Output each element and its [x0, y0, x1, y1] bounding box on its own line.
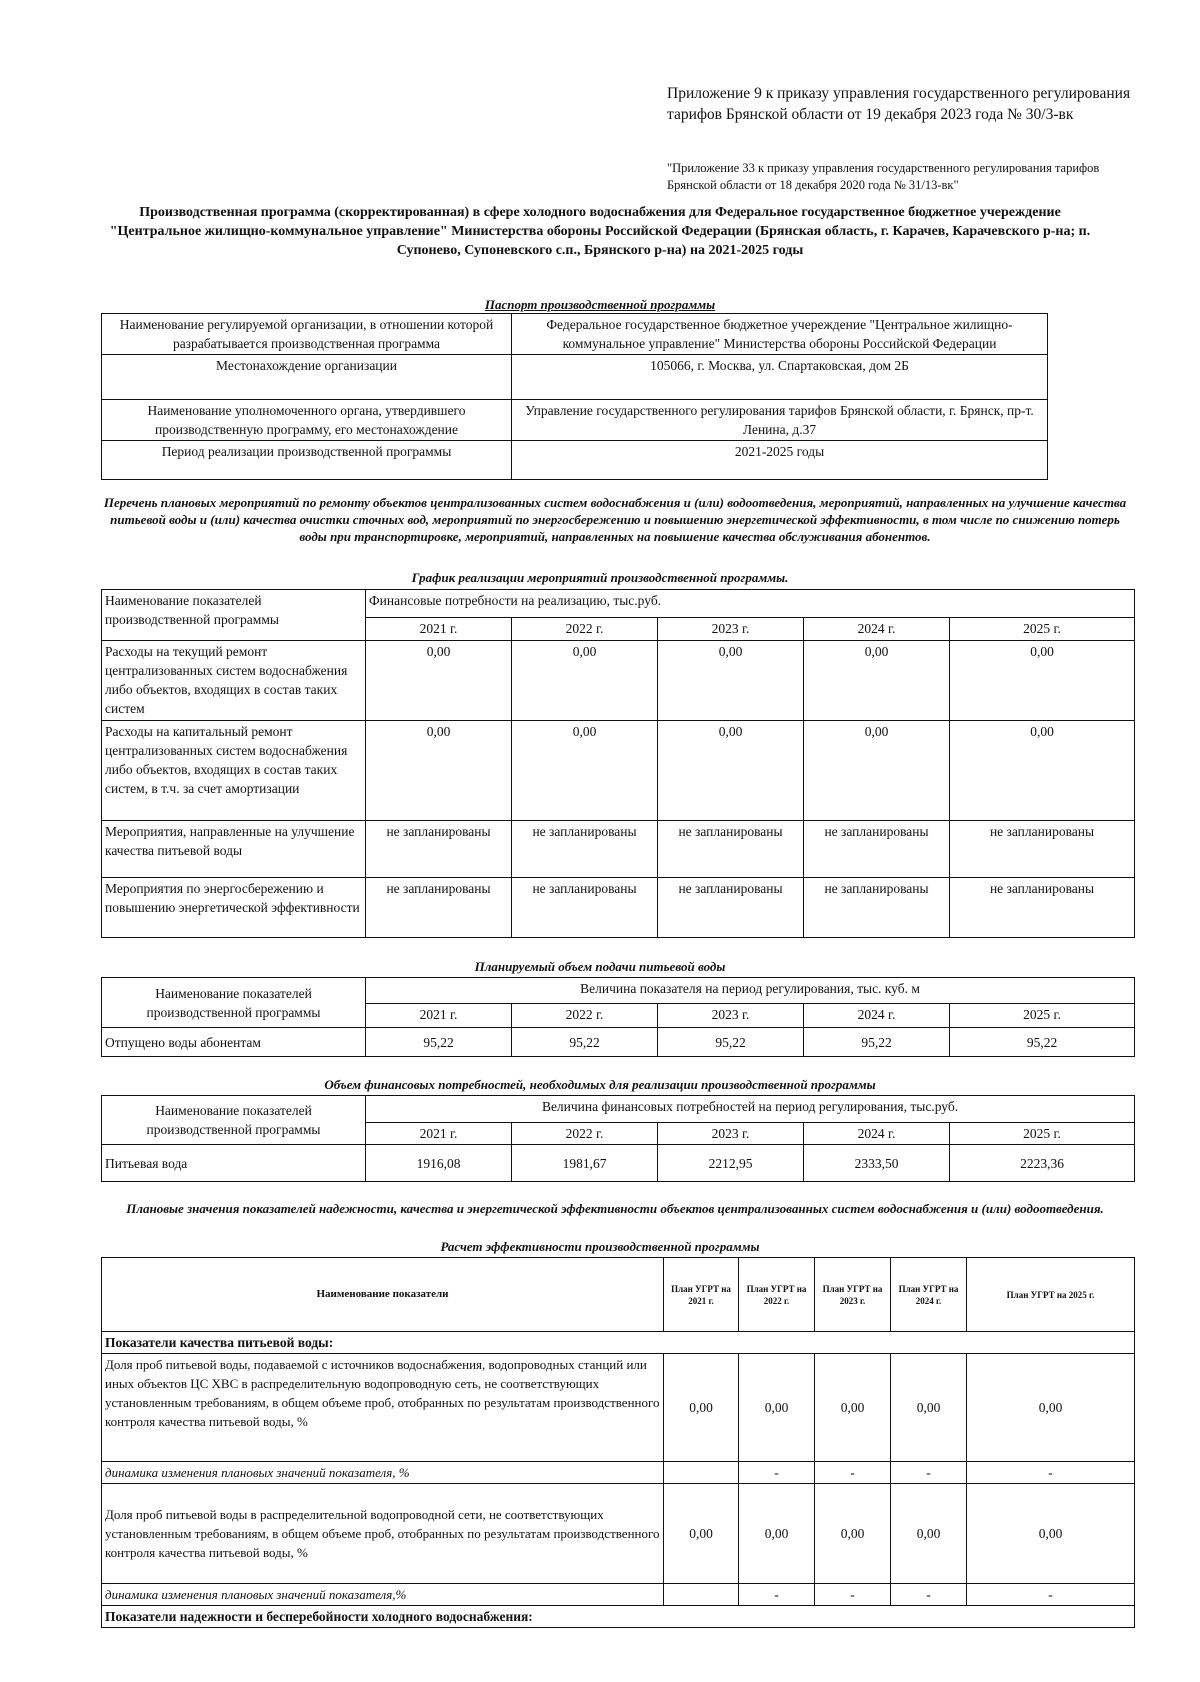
- passport-row: [102, 355, 1048, 400]
- year-header: 2023 г.: [658, 618, 804, 641]
- cell-value: 0,00: [815, 1484, 891, 1584]
- finance-table: [101, 1095, 1135, 1182]
- reliability-caption: Плановые значения показателей надежности, качества и энергетической эффективности объектов централизованных систем водоснабжения и (или) водоотведения.: [126, 1201, 1104, 1216]
- measures-table: [101, 589, 1135, 938]
- cell-value: 0,00: [658, 641, 804, 721]
- reliability-table: [101, 1257, 1135, 1628]
- row-label: Расходы на капитальный ремонт централизованных систем водоснабжения либо объектов, входящих в состав таких систем, в т.ч. за счет амортизации: [102, 721, 366, 821]
- passport-value: 105066, г. Москва, ул. Спартаковская, дом 2Б: [512, 355, 1048, 400]
- year-header: План УГРТ на 2021 г.: [664, 1258, 739, 1332]
- cell-value: 95,22: [804, 1028, 950, 1057]
- year-header: 2022 г.: [512, 1123, 658, 1145]
- cell-value: не запланированы: [366, 878, 512, 938]
- year-header: План УГРТ на 2024 г.: [891, 1258, 967, 1332]
- passport-value: Федеральное государственное бюджетное учереждение "Центральное жилищно-коммунальное управление" Министерства обороны Российской Федерации: [512, 314, 1048, 355]
- cell-value: 0,00: [366, 641, 512, 721]
- passport-label: Период реализации производственной программы: [102, 441, 512, 480]
- year-header: 2024 г.: [804, 1004, 950, 1028]
- cell-value: 1916,08: [366, 1145, 512, 1182]
- table-row: [102, 821, 1135, 878]
- cell-value: не запланированы: [658, 821, 804, 878]
- row-label: Расходы на текущий ремонт централизованных систем водоснабжения либо объектов, входящих в состав таких систем: [102, 641, 366, 721]
- reliability-col0-header: Наименование показатели: [102, 1258, 664, 1332]
- row-label: Мероприятия, направленные на улучшение качества питьевой воды: [102, 821, 366, 878]
- finance-col0-header: Наименование показателей производственной программы: [102, 1096, 366, 1145]
- table-row: [102, 1354, 1135, 1462]
- measures-col0-header: Наименование показателей производственной программы: [102, 590, 366, 641]
- page-title: Производственная программа (скорректированная) в сфере холодного водоснабжения для Федеральное государственное бюджетное учереждение "Центральное жилищно-коммунальное управление" Министерства обороны Российской Федерации (Брянская область, г. Карачев, Карачевского р-на; п. Супонево, Супоневского с.п., Брянского р-на) на 2021-2025 годы: [109, 205, 1091, 258]
- row-label: динамика изменения плановых значений показателя, %: [102, 1462, 664, 1484]
- year-header: 2025 г.: [950, 618, 1135, 641]
- passport-value: Управление государственного регулирования тарифов Брянской области, г. Брянск, пр-т. Ленина, д.37: [512, 400, 1048, 441]
- cell-value: не запланированы: [804, 878, 950, 938]
- table-row: [102, 1484, 1135, 1584]
- reliability-subcaption: Расчет эффективности производственной программы: [440, 1239, 760, 1254]
- cell-value: 0,00: [739, 1484, 815, 1584]
- cell-value: 0,00: [658, 721, 804, 821]
- year-header: План УГРТ на 2022 г.: [739, 1258, 815, 1332]
- table-row: [102, 1028, 1135, 1057]
- cell-value: 0,00: [366, 721, 512, 821]
- cell-value: не запланированы: [512, 878, 658, 938]
- cell-value: 0,00: [967, 1484, 1135, 1584]
- supply-caption: Планируемый объем подачи питьевой воды: [474, 959, 726, 974]
- passport-caption: Паспорт производственной программы: [484, 297, 716, 312]
- section-reliability-header: Показатели надежности и бесперебойности холодного водоснабжения:: [102, 1606, 1135, 1628]
- cell-value: не запланированы: [950, 821, 1135, 878]
- cell-value: не запланированы: [804, 821, 950, 878]
- finance-group-header: Величина финансовых потребностей на период регулирования, тыс.руб.: [366, 1096, 1135, 1123]
- supply-group-header: Величина показателя на период регулирования, тыс. куб. м: [366, 978, 1135, 1004]
- cell-value: 0,00: [804, 721, 950, 821]
- year-header: 2021 г.: [366, 618, 512, 641]
- supply-col0-header: Наименование показателей производственной программы: [102, 978, 366, 1028]
- cell-value: 95,22: [658, 1028, 804, 1057]
- cell-value: 0,00: [891, 1354, 967, 1462]
- year-header: 2024 г.: [804, 1123, 950, 1145]
- year-header: 2023 г.: [658, 1004, 804, 1028]
- cell-value: -: [891, 1462, 967, 1484]
- year-header: 2022 г.: [512, 1004, 658, 1028]
- year-header: 2021 г.: [366, 1004, 512, 1028]
- cell-value: 0,00: [950, 641, 1135, 721]
- section-quality-header: Показатели качества питьевой воды:: [102, 1332, 1135, 1354]
- cell-value: 0,00: [804, 641, 950, 721]
- year-header: План УГРТ на 2025 г.: [967, 1258, 1135, 1332]
- supply-table: [101, 977, 1135, 1057]
- row-label: динамика изменения плановых значений показателя,%: [102, 1584, 664, 1606]
- table-row: [102, 878, 1135, 938]
- row-label: Отпущено воды абонентам: [102, 1028, 366, 1057]
- year-header: План УГРТ на 2023 г.: [815, 1258, 891, 1332]
- cell-value: 2223,36: [950, 1145, 1135, 1182]
- cell-value: 0,00: [512, 641, 658, 721]
- row-label: Питьевая вода: [102, 1145, 366, 1182]
- cell-value: 2212,95: [658, 1145, 804, 1182]
- row-label: Доля проб питьевой воды, подаваемой с источников водоснабжения, водопроводных станций или иных объектов ЦС ХВС в распределительную водопроводную сеть, не соответствующих установленным требованиям, в общем объеме проб, отобранных по результатам производственного контроля качества питьевой воды, %: [102, 1354, 664, 1462]
- cell-value: не запланированы: [658, 878, 804, 938]
- passport-label: Наименование регулируемой организации, в отношении которой разрабатывается производственная программа: [102, 314, 512, 355]
- cell-value: 95,22: [950, 1028, 1135, 1057]
- passport-label: Местонахождение организации: [102, 355, 512, 400]
- cell-value: -: [815, 1584, 891, 1606]
- cell-value: -: [739, 1584, 815, 1606]
- appendix-33-note: "Приложение 33 к приказу управления государственного регулирования тарифов Брянской области от 18 декабря 2020 года № 31/13-вк": [667, 161, 1100, 192]
- cell-value: 2333,50: [804, 1145, 950, 1182]
- measures-group-header: Финансовые потребности на реализацию, тыс.руб.: [366, 590, 1135, 618]
- cell-value: -: [891, 1584, 967, 1606]
- cell-value: не запланированы: [950, 878, 1135, 938]
- appendix-9-note: Приложение 9 к приказу управления государственного регулирования тарифов Брянской области от 19 декабря 2023 года № 30/3-вк: [667, 85, 1131, 123]
- cell-value: 95,22: [512, 1028, 658, 1057]
- passport-label: Наименование уполномоченного органа, утвердившего производственную программу, его местонахождение: [102, 400, 512, 441]
- row-label: Доля проб питьевой воды в распределительной водопроводной сети, не соответствующих установленным требованиям, в общем объеме проб, отобранных по результатам производственного контроля качества питьевой воды, %: [102, 1484, 664, 1584]
- table-row: [102, 1462, 1135, 1484]
- year-header: 2025 г.: [950, 1004, 1135, 1028]
- cell-value: -: [967, 1462, 1135, 1484]
- passport-table: [101, 313, 1048, 480]
- cell-value: 0,00: [891, 1484, 967, 1584]
- passport-row: [102, 441, 1048, 480]
- cell-value: 0,00: [950, 721, 1135, 821]
- passport-row: [102, 314, 1048, 355]
- measures-caption: Перечень плановых мероприятий по ремонту объектов централизованных систем водоснабжения и (или) водоотведения, мероприятий, направленных на улучшение качества питьевой воды и (или) качества очистки сточных вод, мероприятий по энергосбережению и повышению энергетической эффективности, в том числе по снижению потерь воды при транспортировке, мероприятий, направленных на повышение качества обслуживания абонентов.: [103, 495, 1127, 544]
- year-header: 2025 г.: [950, 1123, 1135, 1145]
- cell-value: 1981,67: [512, 1145, 658, 1182]
- cell-value: 0,00: [815, 1354, 891, 1462]
- cell-value: 0,00: [512, 721, 658, 821]
- cell-value: 0,00: [739, 1354, 815, 1462]
- cell-value: не запланированы: [512, 821, 658, 878]
- table-row: [102, 721, 1135, 821]
- table-row: [102, 641, 1135, 721]
- year-header: 2022 г.: [512, 618, 658, 641]
- cell-value: -: [815, 1462, 891, 1484]
- finance-caption: Объем финансовых потребностей, необходимых для реализации производственной программы: [324, 1077, 876, 1092]
- cell-value: 0,00: [967, 1354, 1135, 1462]
- measures-subcaption: График реализации мероприятий производственной программы.: [411, 570, 789, 585]
- passport-row: [102, 400, 1048, 441]
- cell-value: [664, 1584, 739, 1606]
- cell-value: -: [967, 1584, 1135, 1606]
- cell-value: 95,22: [366, 1028, 512, 1057]
- cell-value: -: [739, 1462, 815, 1484]
- row-label: Мероприятия по энергосбережению и повышению энергетической эффективности: [102, 878, 366, 938]
- table-row: [102, 1145, 1135, 1182]
- cell-value: 0,00: [664, 1354, 739, 1462]
- year-header: 2021 г.: [366, 1123, 512, 1145]
- cell-value: 0,00: [664, 1484, 739, 1584]
- year-header: 2023 г.: [658, 1123, 804, 1145]
- year-header: 2024 г.: [804, 618, 950, 641]
- passport-value: 2021-2025 годы: [512, 441, 1048, 480]
- table-row: [102, 1584, 1135, 1606]
- cell-value: [664, 1462, 739, 1484]
- cell-value: не запланированы: [366, 821, 512, 878]
